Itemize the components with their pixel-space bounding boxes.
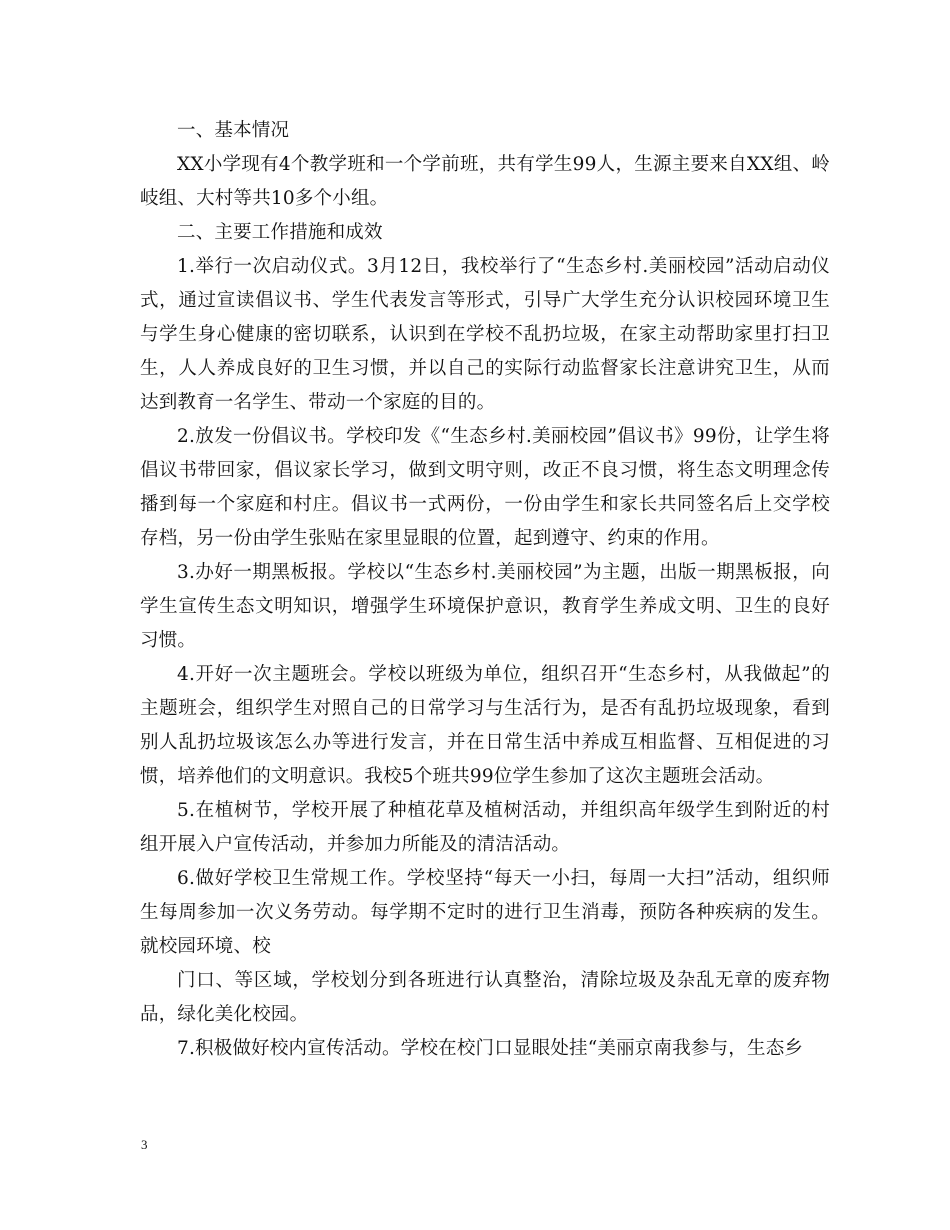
paragraph-measure-2: 2.放发一份倡议书。学校印发《“生态乡村.美丽校园”倡议书》99份，让学生将倡议书带回家，倡议家长学习，做到文明守则，改正不良习惯，将生态文明理念传播到每一个家庭和村庄。倡议书一式两份，一份由学生和家长共同签名后上交学校存档，另一份由学生张贴在家里显眼的位置，起到遵守、约束的作用。 — [140, 426, 830, 549]
page-number: 3 — [141, 1137, 148, 1152]
paragraph-measure-6: 6.做好学校卫生常规工作。学校坚持“每天一小扫，每周一大扫”活动，组织师生每周参加一次义务劳动。每学期不定时的进行卫生消毒，预防各种疾病的发生。就校园环境、校 — [140, 868, 830, 957]
paragraph-measure-4: 4.开好一次主题班会。学校以班级为单位，组织召开“生态乡村，从我做起”的主题班会，组织学生对照自己的日常学习与生活行为，是否有乱扔垃圾现象，看到别人乱扔垃圾该怎么办等进行发言，并在日常生活中养成互相监督、互相促进的习惯，培养他们的文明意识。我校5个班共99位学生参加了这次主题班会活动。 — [140, 664, 830, 787]
paragraph-measure-1: 1.举行一次启动仪式。3月12日，我校举行了“生态乡村.美丽校园”活动启动仪式，通过宣读倡议书、学生代表发言等形式，引导广大学生充分认识校园环境卫生与学生身心健康的密切联系，认识到在学校不乱扔垃圾，在家主动帮助家里打扫卫生，人人养成良好的卫生习惯，并以自己的实际行动监督家长注意讲究卫生，从而达到教育一名学生、带动一个家庭的目的。 — [140, 256, 830, 413]
paragraph-measure-3: 3.办好一期黑板报。学校以“生态乡村.美丽校园”为主题，出版一期黑板报，向学生宣传生态文明知识，增强学生环境保护意识，教育学生养成文明、卫生的良好习惯。 — [140, 562, 830, 651]
document-body — [140, 114, 830, 1066]
section-heading-measures: 二、主要工作措施和成效 — [177, 222, 383, 243]
paragraph-measure-5: 5.在植树节，学校开展了种植花草及植树活动，并组织高年级学生到附近的村组开展入户宣传活动，并参加力所能及的清洁活动。 — [140, 800, 830, 855]
paragraph-measure-6-continued: 门口、等区域，学校划分到各班进行认真整治，清除垃圾及杂乱无章的废弃物品，绿化美化校园。 — [140, 970, 830, 1025]
paragraph-basic-situation: XX小学现有4个教学班和一个学前班，共有学生99人，生源主要来自XX组、岭岐组、大村等共10多个小组。 — [140, 154, 830, 209]
paragraph-measure-7: 7.积极做好校内宣传活动。学校在校门口显眼处挂“美丽京南我参与，生态乡 — [177, 1038, 804, 1059]
section-heading-basic-situation: 一、基本情况 — [177, 120, 290, 141]
